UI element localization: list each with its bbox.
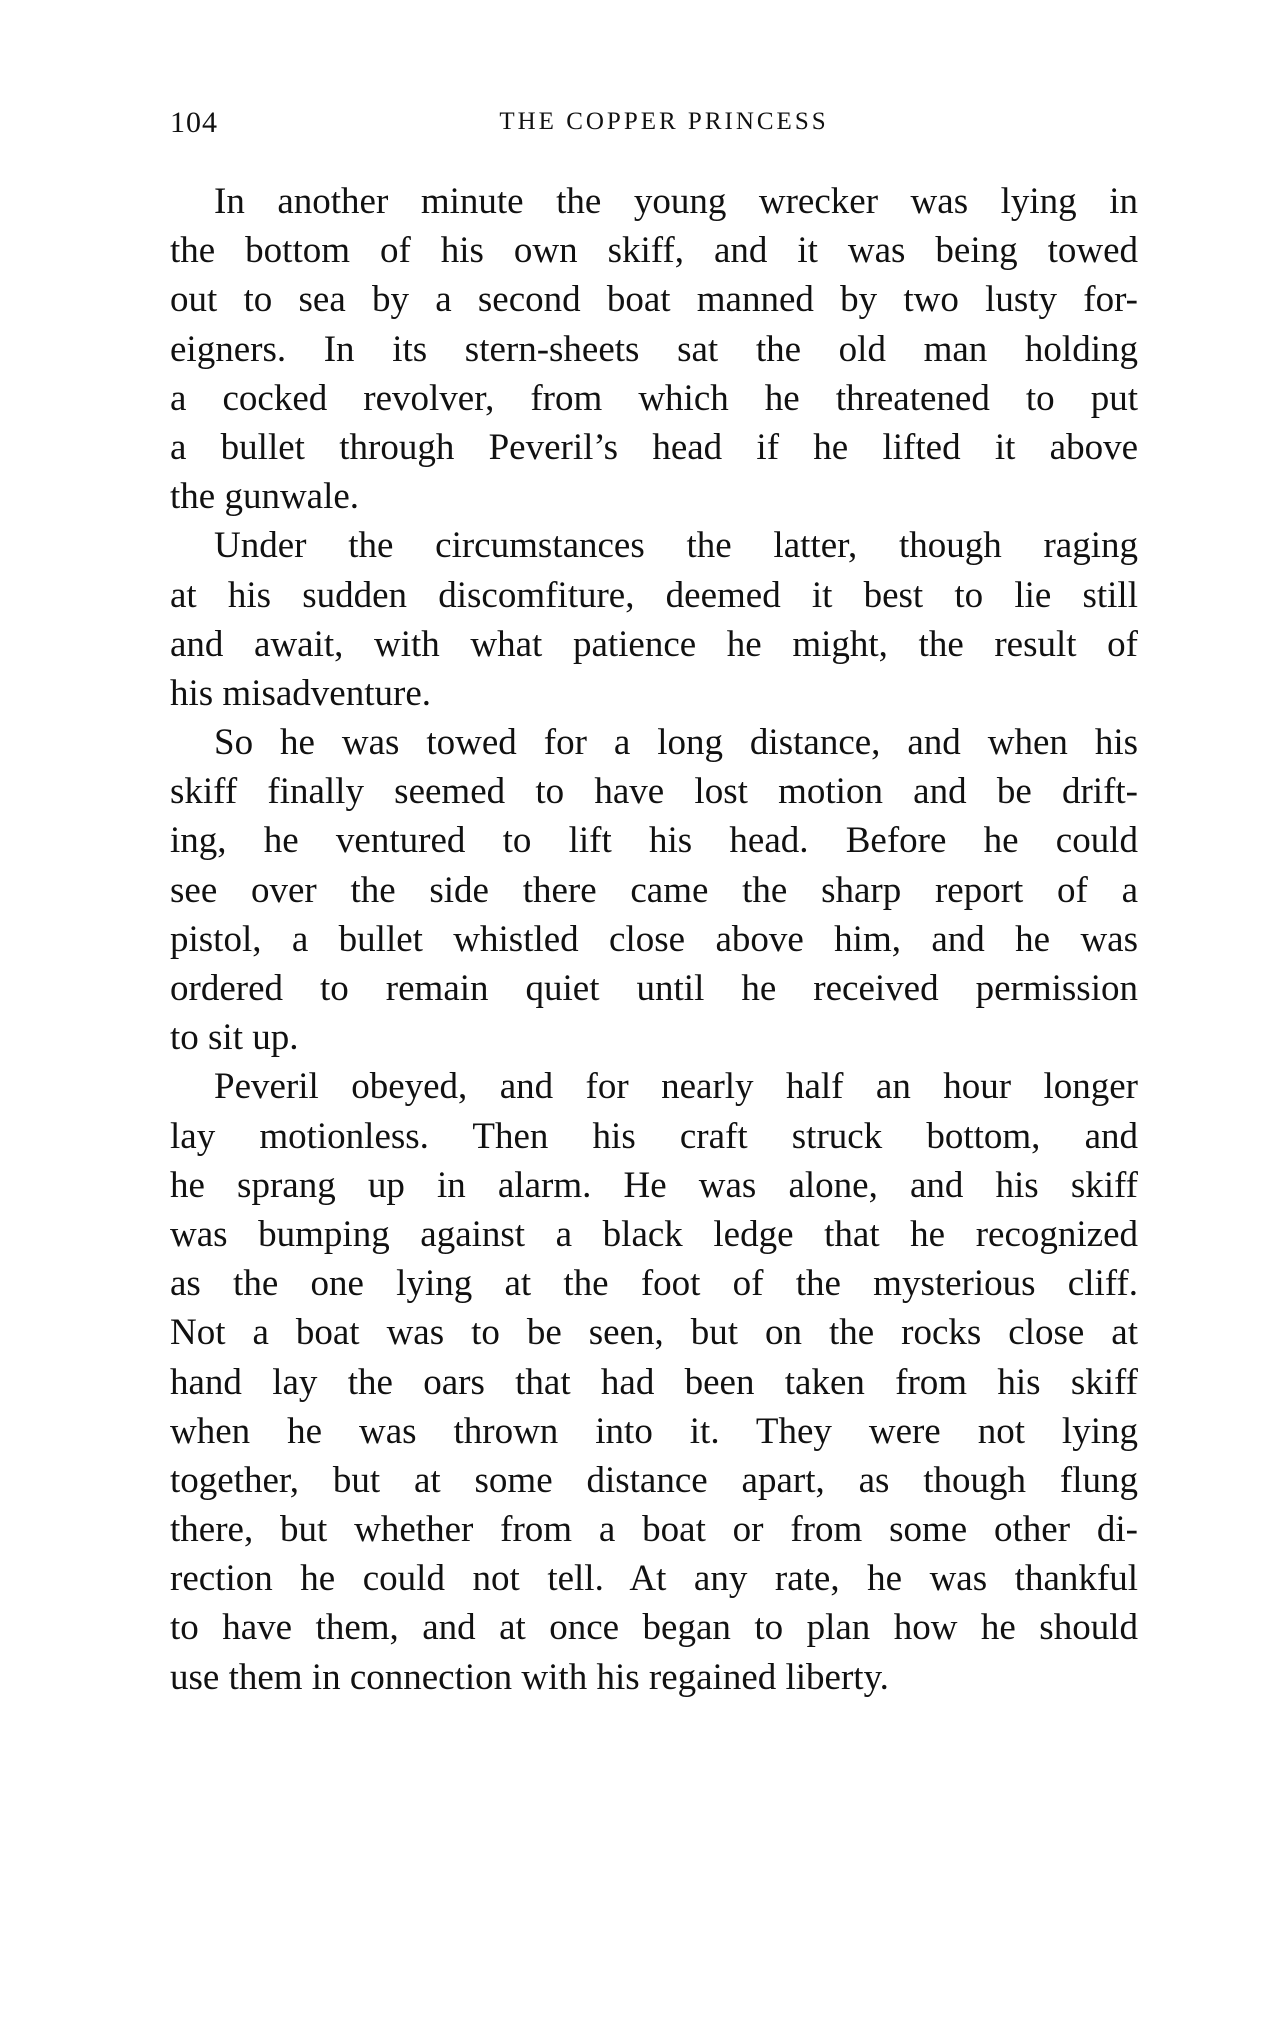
- running-title: THE COPPER PRINCESS: [499, 108, 829, 135]
- text-line: the gunwale.: [170, 476, 360, 518]
- text-line: together, but at some distance apart, as though flung: [170, 1459, 1138, 1501]
- text-line: his misadventure.: [170, 672, 432, 714]
- text-line: ordered to remain quiet until he received permission: [170, 968, 1138, 1009]
- text-line: was bumping against a black ledge that he recognized: [170, 1213, 1138, 1255]
- text-line: he sprang up in alarm. He was alone, and his skiff: [170, 1164, 1138, 1206]
- body-text: [170, 177, 1138, 1702]
- text-line: rection he could not tell. At any rate, he was thankful: [170, 1558, 1138, 1600]
- text-line: see over the side there came the sharp report of a: [170, 869, 1138, 911]
- text-line: to sit up.: [170, 1017, 299, 1059]
- page-number: 104: [170, 106, 218, 139]
- text-line: and await, with what patience he might, the result of: [170, 623, 1138, 665]
- text-line: a bullet through Peveril’s head if he lifted it above: [170, 426, 1138, 468]
- text-line: Not a boat was to be seen, but on the rocks close at: [170, 1312, 1138, 1354]
- text-line: out to sea by a second boat manned by two lusty for-: [170, 279, 1138, 321]
- text-line: Peveril obeyed, and for nearly half an hour longer: [214, 1066, 1138, 1108]
- text-line: eigners. In its stern-sheets sat the old man holding: [170, 328, 1138, 370]
- text-line: at his sudden discomfiture, deemed it best to lie still: [170, 574, 1138, 616]
- text-line: In another minute the young wrecker was lying in: [214, 181, 1138, 222]
- text-line: Under the circumstances the latter, though raging: [214, 525, 1138, 567]
- text-line: skiff finally seemed to have lost motion and be drift-: [170, 771, 1138, 813]
- text-line: to have them, and at once began to plan how he should: [170, 1607, 1138, 1649]
- text-line: a cocked revolver, from which he threatened to put: [170, 377, 1138, 419]
- text-line: the bottom of his own skiff, and it was being towed: [170, 230, 1138, 272]
- text-line: hand lay the oars that had been taken from his skiff: [170, 1361, 1138, 1403]
- text-line: as the one lying at the foot of the mysterious cliff.: [170, 1263, 1138, 1305]
- text-line: ing, he ventured to lift his head. Before he could: [170, 820, 1138, 862]
- text-line: lay motionless. Then his craft struck bottom, and: [170, 1115, 1138, 1157]
- running-head: [170, 106, 1138, 150]
- text-line: So he was towed for a long distance, and when his: [214, 722, 1138, 764]
- text-line: pistol, a bullet whistled close above him, and he was: [170, 918, 1138, 960]
- text-line: when he was thrown into it. They were not lying: [170, 1410, 1138, 1452]
- text-line: there, but whether from a boat or from some other di-: [170, 1509, 1138, 1551]
- text-line: use them in connection with his regained liberty.: [170, 1656, 889, 1698]
